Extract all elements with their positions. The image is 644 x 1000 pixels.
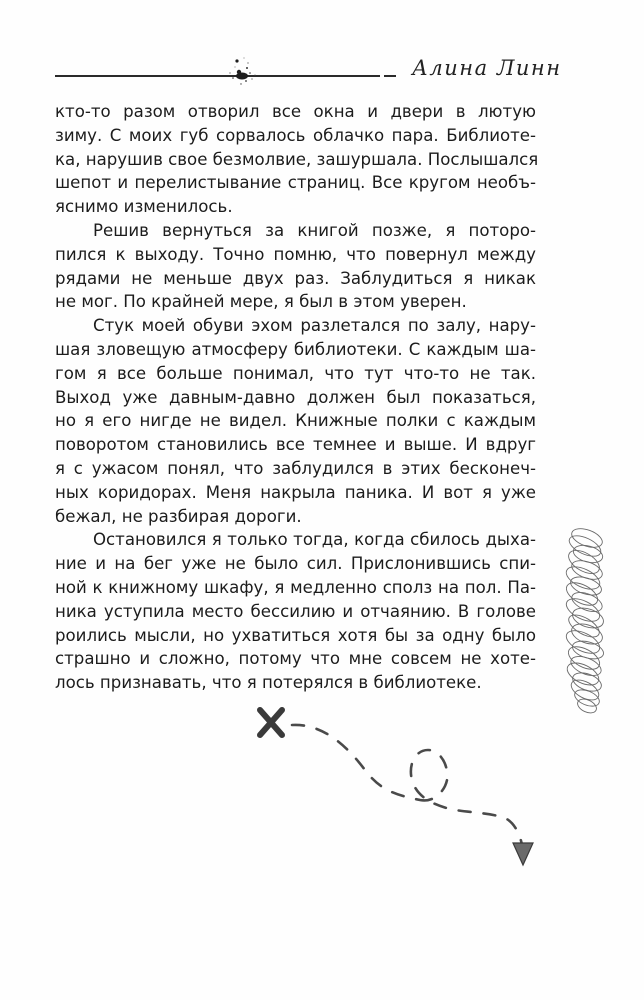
text-line: пился к выходу. Точно помню, что повернул между <box>55 244 536 264</box>
text-line: Стук моей обуви эхом разлетался по залу, нару- <box>93 316 536 336</box>
text-line: Выход уже давным-давно должен был показаться, <box>55 387 536 407</box>
text-line: кто-то разом отворил все окна и двери в лютую <box>55 102 536 121</box>
arrow-head-icon <box>513 843 533 865</box>
header-rule-tail <box>384 75 396 77</box>
text-line: ние и на бег уже не было сил. Прислонившись спи- <box>55 554 536 574</box>
dashed-path-decoration <box>230 695 540 875</box>
text-line: ных коридорах. Меня накрыла паника. И вот я уже <box>55 482 536 502</box>
body-text <box>55 100 539 695</box>
ink-blot-icon <box>222 54 262 90</box>
text-line: но я его нигде не видел. Книжные полки с каждым <box>55 411 536 431</box>
text-line: рядами не меньше двух раз. Заблудиться я никак <box>55 268 536 288</box>
x-mark-icon <box>260 710 282 735</box>
text-line: не мог. По крайней мере, я был в этом уверен. <box>55 292 467 312</box>
text-line: шепот и перелистывание страниц. Все кругом необъ- <box>55 173 536 193</box>
running-head-author: Алина Линн <box>412 56 562 80</box>
text-line: яснимо изменилось. <box>55 197 233 217</box>
paragraph-1 <box>55 100 539 219</box>
paragraph-4 <box>55 528 536 695</box>
text-line: роились мысли, но ухватиться хотя бы за одну было <box>55 625 536 645</box>
text-line: ника уступила место бессилию и отчаянию. В голове <box>55 601 536 621</box>
text-line: ной к книжному шкафу, я медленно сполз на пол. Па- <box>55 577 536 597</box>
text-line: я с ужасом понял, что заблудился в этих бесконеч- <box>55 458 536 478</box>
paragraph-2 <box>55 219 536 314</box>
text-line: поворотом становились все темнее и выше. И вдруг <box>55 435 536 455</box>
text-line: бежал, не разбирая дороги. <box>55 506 302 526</box>
dashed-trail <box>292 725 522 845</box>
text-line: Решив вернуться за книгой позже, я поторо- <box>93 220 536 240</box>
paragraph-3 <box>55 314 536 528</box>
text-line: шая зловещую атмосферу библиотеки. С каждым ша- <box>55 339 536 359</box>
text-line: ка, нарушив свое безмолвие, зашуршала. Послышался <box>55 149 539 169</box>
scribble-icon <box>552 528 622 718</box>
text-line: Остановился я только тогда, когда сбилось дыха- <box>93 530 536 550</box>
text-line: зиму. С моих губ сорвалось облачко пара. Библиоте- <box>55 125 536 145</box>
text-line: гом я все больше понимал, что тут что-то не так. <box>55 363 536 383</box>
text-line: лось признавать, что я потерялся в библиотеке. <box>55 673 482 693</box>
header-rule <box>55 75 380 77</box>
text-line: страшно и сложно, потому что мне совсем не хоте- <box>55 649 536 669</box>
